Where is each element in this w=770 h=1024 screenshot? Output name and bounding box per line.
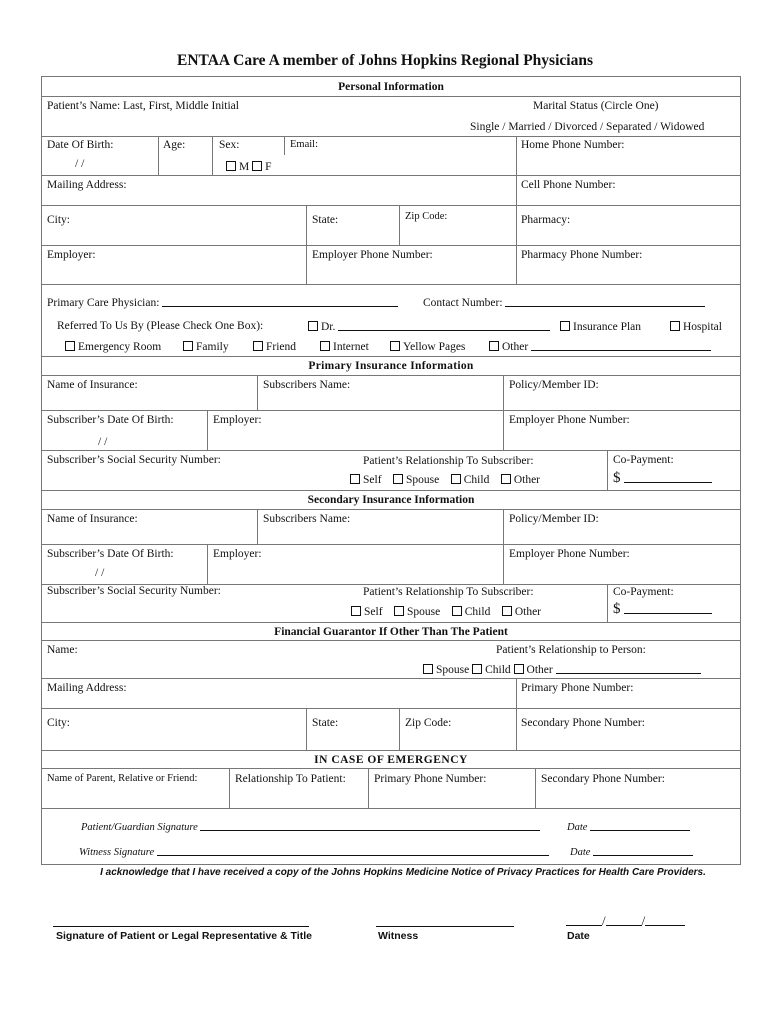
secondary-copay-row <box>613 602 712 617</box>
pcp-label: Primary Care Physician: <box>47 297 160 309</box>
primary-rel-spouse-label: Spouse <box>406 474 440 486</box>
primary-insurance-header: Primary Insurance Information <box>308 360 474 372</box>
secondary-copay-label: Co-Payment: <box>613 586 674 598</box>
guarantor-zip-label: Zip Code: <box>405 717 452 729</box>
ref-er-checkbox[interactable] <box>65 341 75 351</box>
primary-dollar-sign: $ <box>613 470 621 486</box>
ref-dr-label: Dr. <box>321 321 336 333</box>
secondary-rel-other-checkbox[interactable] <box>502 606 512 616</box>
primary-policy-label: Policy/Member ID: <box>509 379 599 391</box>
ref-yellow-checkbox[interactable] <box>390 341 400 351</box>
primary-rel-self-label: Self <box>363 474 382 486</box>
secondary-rel-self-label: Self <box>364 606 383 618</box>
employer-phone-label: Employer Phone Number: <box>312 249 433 261</box>
witness-signature-row <box>79 848 549 859</box>
ref-friend-row <box>253 341 296 354</box>
guarantor-primary-phone-label: Primary Phone Number: <box>521 682 634 694</box>
secondary-rel-spouse-checkbox[interactable] <box>394 606 404 616</box>
marital-status-options[interactable]: Single / Married / Divorced / Separated / Widowed <box>470 121 705 133</box>
secondary-dollar-sign: $ <box>613 601 621 617</box>
bottom-date-slashes-1: / <box>602 913 606 928</box>
guarantor-header: Financial Guarantor If Other Than The Patient <box>274 626 508 638</box>
patient-date-row <box>567 823 690 834</box>
dob-slashes: / / <box>75 158 85 170</box>
bottom-date-caption: Date <box>567 930 590 942</box>
ref-hospital-row <box>670 321 722 334</box>
sex-m-label: M <box>239 161 250 173</box>
bottom-date-year[interactable] <box>645 925 685 926</box>
primary-sub-dob-slashes: / / <box>98 436 108 448</box>
secondary-insurance-header: Secondary Insurance Information <box>307 494 475 506</box>
ref-insurance-checkbox[interactable] <box>560 321 570 331</box>
ref-hospital-checkbox[interactable] <box>670 321 680 331</box>
mailing-address-label: Mailing Address: <box>47 179 127 191</box>
ref-other-input-line[interactable] <box>531 350 711 351</box>
guarantor-rel-other-checkbox[interactable] <box>514 664 524 674</box>
guarantor-secondary-phone-label: Secondary Phone Number: <box>521 717 645 729</box>
ref-internet-checkbox[interactable] <box>320 341 330 351</box>
secondary-employer-label: Employer: <box>213 548 262 560</box>
primary-relationship-options <box>350 474 540 487</box>
form-title: ENTAA Care A member of Johns Hopkins Regional Physicians <box>177 52 593 69</box>
secondary-copay-input-line[interactable] <box>624 613 712 614</box>
contact-input-line[interactable] <box>505 306 705 307</box>
ref-er-row <box>65 341 161 354</box>
secondary-rel-child-label: Child <box>464 606 491 618</box>
bottom-date-slashes-2: / <box>641 913 646 928</box>
secondary-ssn-label: Subscriber’s Social Security Number: <box>47 585 221 597</box>
bottom-witness-caption: Witness <box>378 930 419 942</box>
personal-info-header: Personal Information <box>338 81 444 93</box>
zip-label: Zip Code: <box>405 211 448 222</box>
bottom-date-day[interactable] <box>606 925 642 926</box>
sex-m-checkbox[interactable] <box>226 161 236 171</box>
secondary-rel-spouse-label: Spouse <box>407 606 441 618</box>
bottom-patient-signature-line[interactable] <box>53 926 309 927</box>
ref-insurance-row <box>560 321 641 334</box>
emergency-relationship-label: Relationship To Patient: <box>235 773 346 785</box>
bottom-date-month[interactable] <box>566 925 602 926</box>
primary-rel-other-checkbox[interactable] <box>501 474 511 484</box>
ref-other-row <box>489 341 711 354</box>
ref-family-row <box>183 341 229 354</box>
dob-label: Date Of Birth: <box>47 139 114 151</box>
primary-insurance-name-label: Name of Insurance: <box>47 379 138 391</box>
secondary-employer-phone-label: Employer Phone Number: <box>509 548 630 560</box>
guarantor-city-label: City: <box>47 717 71 729</box>
guarantor-mailing-label: Mailing Address: <box>47 682 127 694</box>
patient-signature-row <box>81 823 540 834</box>
ref-internet-label: Internet <box>333 341 369 353</box>
contact-row <box>423 298 705 310</box>
ref-friend-checkbox[interactable] <box>253 341 263 351</box>
home-phone-label: Home Phone Number: <box>521 139 625 151</box>
cell-phone-label: Cell Phone Number: <box>521 179 616 191</box>
witness-signature-label: Witness Signature <box>79 847 155 858</box>
sex-label: Sex: <box>219 139 240 151</box>
ref-other-checkbox[interactable] <box>489 341 499 351</box>
secondary-policy-label: Policy/Member ID: <box>509 513 599 525</box>
pcp-row <box>47 298 398 310</box>
patient-signature-label: Patient/Guardian Signature <box>81 822 198 833</box>
age-label: Age: <box>163 139 186 151</box>
guarantor-state-label: State: <box>312 717 339 729</box>
secondary-insurance-name-label: Name of Insurance: <box>47 513 138 525</box>
secondary-rel-self-checkbox[interactable] <box>351 606 361 616</box>
ref-dr-checkbox[interactable] <box>308 321 318 331</box>
guarantor-relationship-options <box>423 664 701 677</box>
primary-rel-other-label: Other <box>513 474 541 486</box>
contact-label: Contact Number: <box>423 297 503 309</box>
primary-employer-phone-label: Employer Phone Number: <box>509 414 630 426</box>
primary-copay-input-line[interactable] <box>624 482 712 483</box>
witness-date-line[interactable] <box>593 855 693 856</box>
employer-label: Employer: <box>47 249 96 261</box>
guarantor-rel-other-label: Other <box>526 664 553 676</box>
ref-dr-row <box>308 321 550 334</box>
primary-copay-label: Co-Payment: <box>613 454 674 466</box>
primary-copay-row <box>613 471 712 486</box>
guarantor-relationship-label: Patient’s Relationship to Person: <box>496 644 646 656</box>
guarantor-rel-spouse-label: Spouse <box>436 664 470 676</box>
emergency-header: IN CASE OF EMERGENCY <box>314 754 468 766</box>
witness-date-row <box>570 848 693 859</box>
email-label: Email: <box>290 139 318 150</box>
secondary-rel-child-checkbox[interactable] <box>452 606 462 616</box>
referred-label: Referred To Us By (Please Check One Box): <box>57 320 264 332</box>
primary-employer-label: Employer: <box>213 414 262 426</box>
guarantor-rel-child-checkbox[interactable] <box>472 664 482 674</box>
patient-signature-line[interactable] <box>200 830 540 831</box>
guarantor-name-label: Name: <box>47 644 78 656</box>
emergency-secondary-phone-label: Secondary Phone Number: <box>541 773 665 785</box>
primary-relationship-label: Patient’s Relationship To Subscriber: <box>363 455 534 467</box>
secondary-subscriber-name-label: Subscribers Name: <box>263 513 351 525</box>
ref-other-label: Other <box>502 341 529 353</box>
primary-sub-dob-label: Subscriber’s Date Of Birth: <box>47 414 174 426</box>
sex-f-checkbox[interactable] <box>252 161 262 171</box>
secondary-sub-dob-label: Subscriber’s Date Of Birth: <box>47 548 174 560</box>
sex-options <box>226 161 272 174</box>
patient-date-label: Date <box>567 822 588 833</box>
primary-rel-child-checkbox[interactable] <box>451 474 461 484</box>
patient-name-label: Patient’s Name: Last, First, Middle Initial <box>47 100 239 112</box>
bottom-date-row <box>566 914 685 927</box>
primary-rel-spouse-checkbox[interactable] <box>393 474 403 484</box>
ref-yellow-row <box>390 341 465 354</box>
primary-rel-self-checkbox[interactable] <box>350 474 360 484</box>
pcp-input-line[interactable] <box>162 306 398 307</box>
state-label: State: <box>312 214 339 226</box>
ref-hospital-label: Hospital <box>683 321 722 333</box>
guarantor-rel-spouse-checkbox[interactable] <box>423 664 433 674</box>
patient-date-line[interactable] <box>590 830 690 831</box>
ref-family-checkbox[interactable] <box>183 341 193 351</box>
ref-family-label: Family <box>196 341 229 353</box>
guarantor-rel-child-label: Child <box>485 664 511 676</box>
ref-dr-input-line[interactable] <box>338 330 550 331</box>
marital-status-label: Marital Status (Circle One) <box>533 100 659 112</box>
secondary-relationship-label: Patient’s Relationship To Subscriber: <box>363 586 534 598</box>
secondary-relationship-options <box>351 606 541 619</box>
ref-friend-label: Friend <box>266 341 297 353</box>
witness-signature-line[interactable] <box>157 855 549 856</box>
emergency-name-label: Name of Parent, Relative or Friend: <box>47 773 198 784</box>
ref-internet-row <box>320 341 369 354</box>
guarantor-rel-other-input-line[interactable] <box>556 673 701 674</box>
city-label: City: <box>47 214 71 226</box>
ref-insurance-label: Insurance Plan <box>573 321 642 333</box>
emergency-primary-phone-label: Primary Phone Number: <box>374 773 487 785</box>
bottom-patient-caption: Signature of Patient or Legal Representative & Title <box>56 930 312 942</box>
acknowledgement-text: I acknowledge that I have received a copy of the Johns Hopkins Medicine Notice of Privacy Practices for Health Care Providers. <box>100 867 706 878</box>
ref-er-label: Emergency Room <box>78 341 162 353</box>
witness-date-label: Date <box>570 847 591 858</box>
bottom-witness-line[interactable] <box>376 926 514 927</box>
primary-rel-child-label: Child <box>463 474 490 486</box>
pharmacy-label: Pharmacy: <box>521 214 571 226</box>
pharmacy-phone-label: Pharmacy Phone Number: <box>521 249 643 261</box>
primary-ssn-label: Subscriber’s Social Security Number: <box>47 454 221 466</box>
sex-f-label: F <box>265 161 272 173</box>
primary-subscriber-name-label: Subscribers Name: <box>263 379 351 391</box>
ref-yellow-label: Yellow Pages <box>403 341 466 353</box>
secondary-sub-dob-slashes: / / <box>95 567 105 579</box>
secondary-rel-other-label: Other <box>514 606 542 618</box>
